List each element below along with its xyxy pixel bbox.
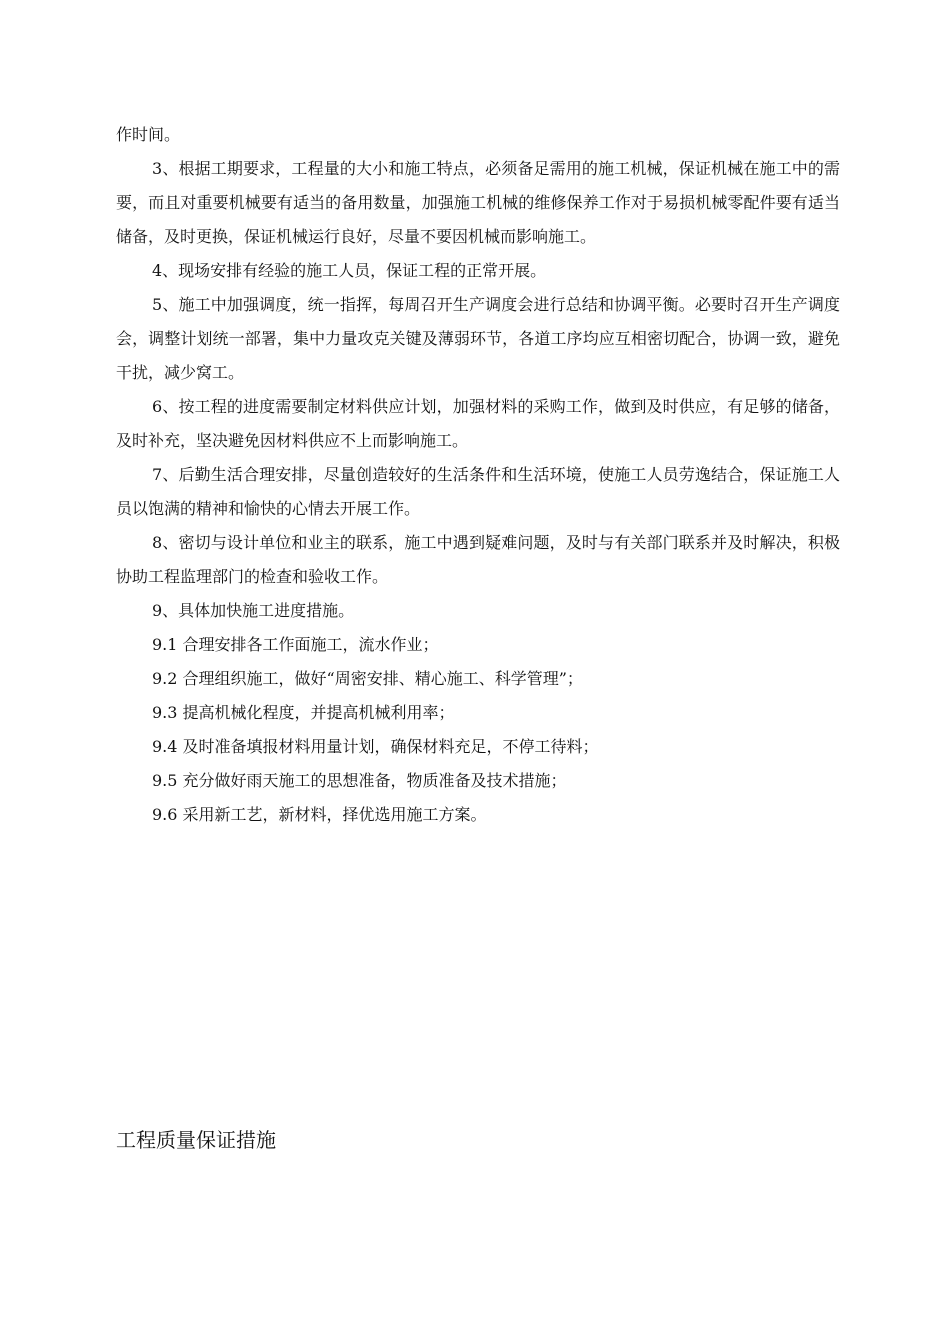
sub-item-9-5: 9.5 充分做好雨天施工的思想准备，物质准备及技术措施； (152, 771, 567, 790)
sub-item-9-4: 9.4 及时准备填报材料用量计划，确保材料充足，不停工待料； (152, 737, 599, 756)
paragraph-item-9: 9、具体加快施工进度措施。 (152, 601, 355, 620)
paragraph-item-8: 8、密切与设计单位和业主的联系，施工中遇到疑难问题，及时与有关部门联系并及时解决，积极协助工程监理部门的检查和验收工作。 (116, 533, 840, 586)
paragraph-item-7: 7、后勤生活合理安排，尽量创造较好的生活条件和生活环境，使施工人员劳逸结合，保证施工人员以饱满的精神和愉快的心情去开展工作。 (116, 465, 840, 518)
paragraph-continuation: 作时间。 (116, 125, 181, 144)
paragraph-item-3: 3、根据工期要求，工程量的大小和施工特点，必须备足需用的施工机械，保证机械在施工中的需要，而且对重要机械要有适当的备用数量，加强施工机械的维修保养工作对于易损机械零配件要有适当储备，及时更换，保证机械运行良好，尽量不要因机械而影响施工。 (116, 159, 840, 246)
paragraph-item-4: 4、现场安排有经验的施工人员，保证工程的正常开展。 (152, 261, 547, 280)
paragraph-item-6: 6、按工程的进度需要制定材料供应计划，加强材料的采购工作，做到及时供应，有足够的储备，及时补充，坚决避免因材料供应不上而影响施工。 (116, 397, 840, 450)
sub-item-9-6: 9.6 采用新工艺，新材料，择优选用施工方案。 (152, 805, 487, 824)
body-text (116, 118, 840, 832)
sub-item-9-3: 9.3 提高机械化程度，并提高机械利用率； (152, 703, 455, 722)
sub-item-9-1: 9.1 合理安排各工作面施工，流水作业； (152, 635, 439, 654)
paragraph-item-5: 5、施工中加强调度，统一指挥，每周召开生产调度会进行总结和协调平衡。必要时召开生产调度会，调整计划统一部署，集中力量攻克关键及薄弱环节，各道工序均应互相密切配合，协调一致，避免干扰，减少窝工。 (116, 295, 840, 382)
sub-item-9-2: 9.2 合理组织施工，做好“周密安排、精心施工、科学管理”； (152, 669, 583, 688)
section-heading: 工程质量保证措施 (116, 1128, 276, 1152)
